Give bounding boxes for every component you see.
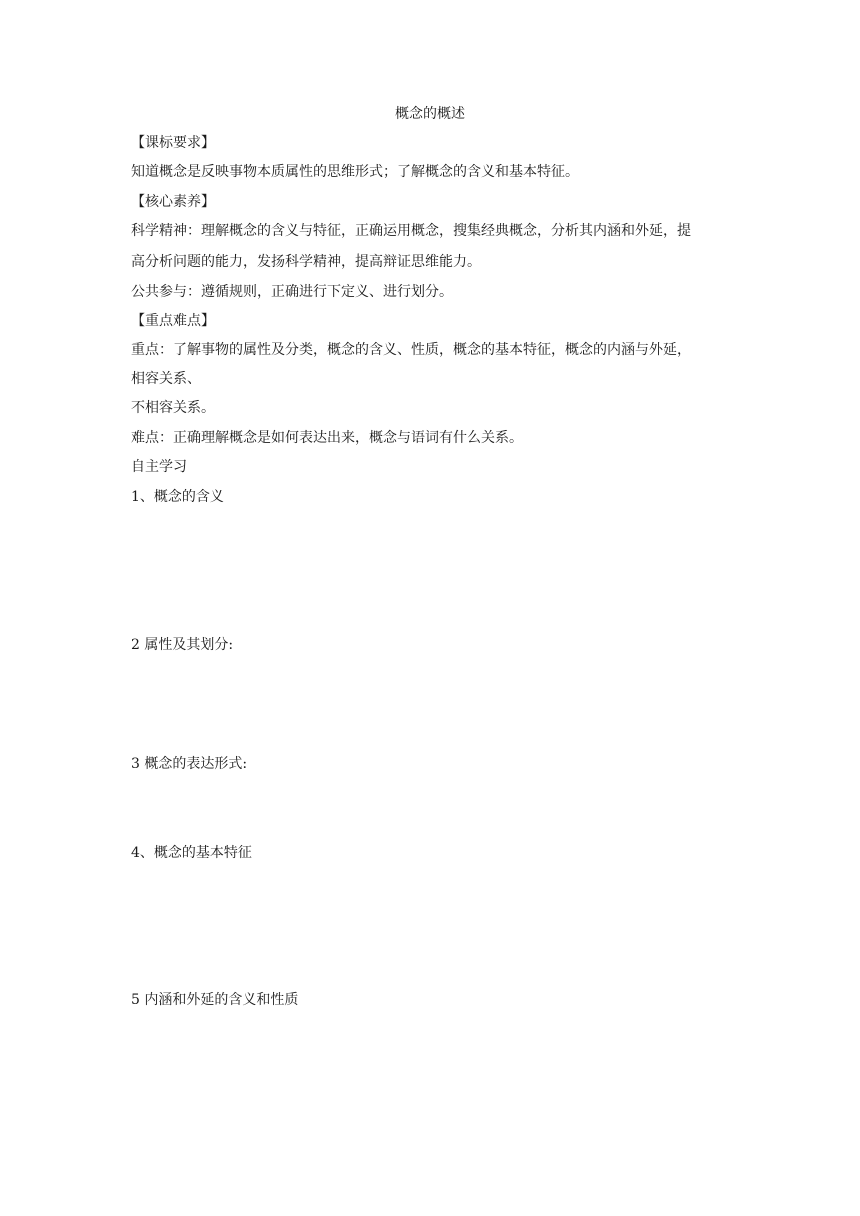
course-requirements-text: 知道概念是反映事物本质属性的思维形式；了解概念的含义和基本特征。 [131, 164, 579, 180]
self-study-item-5: 5 内涵和外延的含义和性质 [131, 992, 299, 1008]
science-spirit-line-2: 高分析问题的能力，发扬科学精神，提高辩证思维能力。 [131, 254, 481, 270]
difficulty-text: 难点：正确理解概念是如何表达出来，概念与语词有什么关系。 [131, 430, 523, 446]
key-points-heading: 【重点难点】 [131, 313, 215, 329]
self-study-item-1: 1、概念的含义 [131, 489, 224, 505]
self-study-item-2: 2 属性及其划分: [131, 637, 234, 653]
core-literacy-heading: 【核心素养】 [131, 194, 215, 210]
science-spirit-line-1: 科学精神：理解概念的含义与特征，正确运用概念，搜集经典概念，分析其内涵和外延，提 [131, 223, 691, 239]
self-study-item-3: 3 概念的表达形式: [131, 756, 248, 772]
key-points-line-1: 重点：了解事物的属性及分类，概念的含义、性质，概念的基本特征，概念的内涵与外延， [131, 342, 691, 358]
self-study-item-4: 4、概念的基本特征 [131, 845, 252, 861]
document-title: 概念的概述 [395, 106, 465, 122]
self-study-heading: 自主学习 [131, 459, 187, 475]
course-requirements-heading: 【课标要求】 [131, 135, 215, 151]
key-points-line-3: 不相容关系。 [131, 400, 215, 416]
key-points-line-2: 相容关系、 [131, 371, 201, 387]
public-participation-text: 公共参与：遵循规则，正确进行下定义、进行划分。 [131, 284, 453, 300]
